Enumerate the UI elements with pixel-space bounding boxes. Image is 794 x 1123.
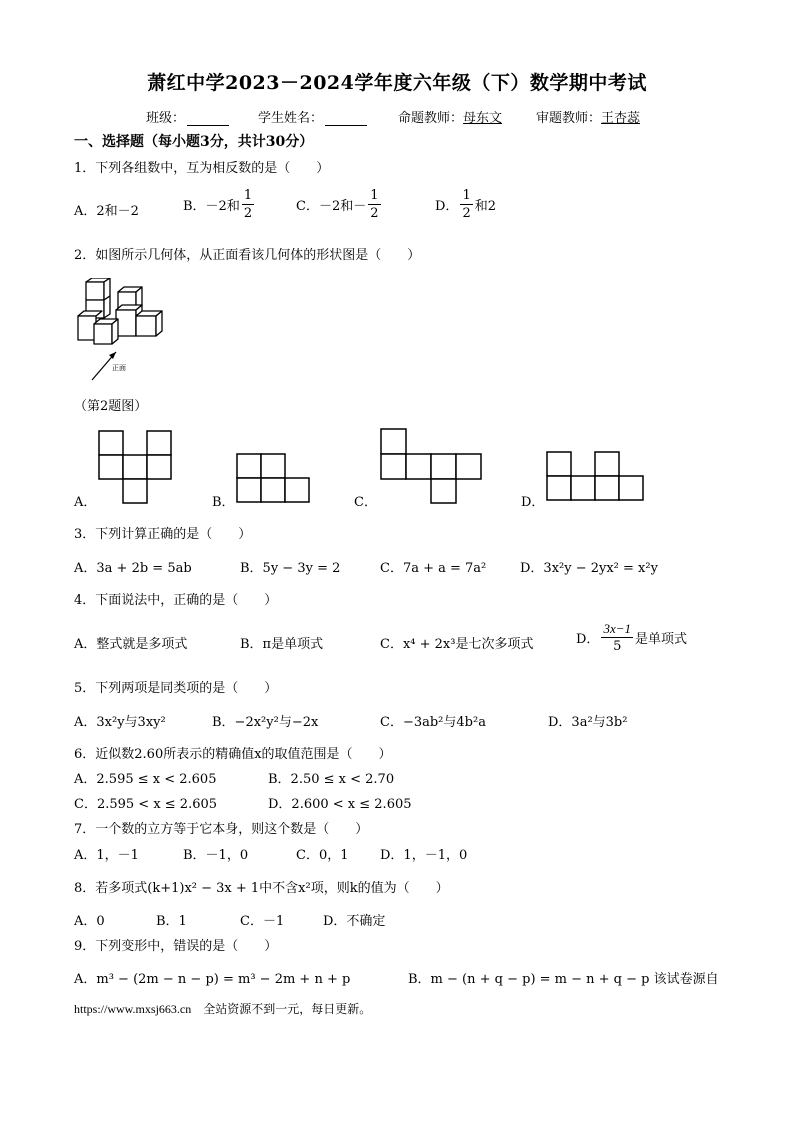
q1-option-b-text: B．－2和 bbox=[183, 199, 240, 214]
q1-option-b-fraction bbox=[242, 189, 254, 220]
q5-stem: 5．下列两项是同类项的是（ ） bbox=[74, 681, 278, 696]
q3-stem: 3．下列计算正确的是（ ） bbox=[74, 527, 252, 542]
q7-stem: 7．一个数的立方等于它本身，则这个数是（ ） bbox=[74, 822, 369, 837]
footer-note: https://www.mxsj663.cn 全站资源不到一元，每日更新。 bbox=[74, 1002, 372, 1016]
q2-option-d: D． bbox=[521, 495, 545, 510]
q5-option-b: B．−2x²y²与−2x bbox=[212, 715, 319, 730]
q2-option-a-figure bbox=[98, 430, 174, 504]
q2-option-c: C． bbox=[354, 495, 377, 510]
reviewer-name: 王杏蕊 bbox=[601, 111, 641, 126]
q1-d-frac-den: 2 bbox=[462, 206, 471, 221]
reviewer-label: 审题教师： bbox=[536, 111, 602, 126]
q4-option-d bbox=[576, 622, 687, 653]
author-label: 命题教师： bbox=[398, 111, 464, 126]
q6-stem: 6．近似数2.60所表示的精确值x的取值范围是（ ） bbox=[74, 747, 392, 762]
q2-solid-figure bbox=[72, 278, 172, 384]
q2-figure-caption: （第2题图） bbox=[74, 399, 148, 414]
q1-c-frac-num: 1 bbox=[370, 188, 379, 203]
q4-option-d-tail: 是单项式 bbox=[634, 632, 687, 647]
q4-stem: 4．下面说法中，正确的是（ ） bbox=[74, 593, 278, 608]
q1-b-frac-den: 2 bbox=[243, 206, 253, 221]
section-heading: 一、选择题（每小题3分，共计30分） bbox=[74, 134, 314, 150]
reviewer-field bbox=[536, 107, 640, 126]
q3-option-a: A．3a + 2b = 5ab bbox=[74, 561, 192, 576]
q1-option-c bbox=[296, 189, 383, 220]
q2-option-b: B． bbox=[212, 495, 235, 510]
q8-stem: 8．若多项式(k+1)x² − 3x + 1中不含x²项，则k的值为（ ） bbox=[74, 881, 449, 896]
q1-option-d bbox=[435, 189, 496, 220]
q2-option-a: A． bbox=[74, 495, 97, 510]
q3-option-b: B．5y − 3y = 2 bbox=[240, 561, 341, 576]
q4-d-frac-num: 3x−1 bbox=[603, 621, 631, 636]
q7-option-c: C．0，1 bbox=[296, 848, 349, 863]
q4-option-d-label: D． bbox=[576, 632, 600, 647]
q2-option-c-figure bbox=[380, 428, 486, 504]
front-view-label: 正面 bbox=[112, 364, 126, 372]
q1-option-d-fraction bbox=[460, 189, 472, 220]
q9-option-b bbox=[408, 968, 719, 987]
q8-option-d: D．不确定 bbox=[323, 914, 386, 929]
q8-option-c: C．－1 bbox=[240, 914, 285, 929]
q7-option-b: B．－1，0 bbox=[183, 848, 249, 863]
q5-option-d: D．3a²与3b² bbox=[548, 715, 628, 730]
q5-option-c: C．−3ab²与4b²a bbox=[380, 715, 486, 730]
student-label: 学生姓名： bbox=[258, 111, 324, 126]
q1-option-b bbox=[183, 189, 256, 220]
q1-option-c-fraction bbox=[368, 189, 380, 220]
q4-option-b: B．π是单项式 bbox=[240, 637, 324, 652]
q4-option-a: A．整式就是多项式 bbox=[74, 637, 188, 652]
q5-option-a: A．3x²y与3xy² bbox=[74, 715, 166, 730]
q1-option-d-text: D． bbox=[435, 199, 459, 214]
q8-option-a: A．0 bbox=[74, 914, 105, 929]
q2-option-b-figure bbox=[236, 453, 312, 503]
q9-option-b-tail: 该试卷源自 bbox=[653, 972, 719, 987]
q1-option-d-tail: 和2 bbox=[474, 199, 496, 214]
q3-option-c: C．7a + a = 7a² bbox=[380, 561, 487, 576]
q1-b-frac-num: 1 bbox=[243, 188, 253, 203]
q4-d-frac-den: 5 bbox=[613, 639, 622, 654]
q6-option-c: C．2.595 < x ≤ 2.605 bbox=[74, 797, 218, 812]
q9-stem: 9．下列变形中，错误的是（ ） bbox=[74, 939, 278, 954]
q9-option-a: A．m³ − (2m − n − p) = m³ − 2m + n + p bbox=[74, 972, 351, 987]
q7-option-a: A．1，－1 bbox=[74, 848, 139, 863]
q1-d-frac-num: 1 bbox=[462, 188, 471, 203]
author-name: 母东文 bbox=[463, 111, 503, 126]
q6-option-d: D．2.600 < x ≤ 2.605 bbox=[268, 797, 412, 812]
q1-stem: 1．下列各组数中，互为相反数的是（ ） bbox=[74, 161, 330, 176]
student-blank[interactable] bbox=[325, 112, 367, 126]
class-blank[interactable] bbox=[187, 112, 229, 126]
q9-option-b-text: B．m − (n + q − p) = m − n + q − p bbox=[408, 972, 650, 987]
page-title: 萧红中学2023－2024学年度六年级（下）数学期中考试 bbox=[147, 72, 647, 94]
q1-c-frac-den: 2 bbox=[370, 206, 379, 221]
author-field bbox=[398, 107, 502, 126]
class-label: 班级： bbox=[146, 111, 186, 126]
q6-option-a: A．2.595 ≤ x < 2.605 bbox=[74, 772, 217, 787]
q8-option-b: B．1 bbox=[156, 914, 187, 929]
q6-option-b: B．2.50 ≤ x < 2.70 bbox=[268, 772, 395, 787]
q4-option-d-fraction bbox=[601, 622, 633, 653]
q1-option-c-text: C．－2和－ bbox=[296, 199, 367, 214]
q2-stem: 2．如图所示几何体，从正面看该几何体的形状图是（ ） bbox=[74, 248, 421, 263]
q7-option-d: D．1，－1，0 bbox=[380, 848, 468, 863]
student-field bbox=[258, 107, 367, 126]
q2-option-d-figure bbox=[546, 451, 646, 501]
class-field bbox=[146, 107, 229, 126]
q1-option-a: A．2和－2 bbox=[74, 204, 139, 219]
q3-option-d: D．3x²y − 2yx² = x²y bbox=[520, 561, 658, 576]
q4-option-c: C．x⁴ + 2x³是七次多项式 bbox=[380, 637, 534, 652]
